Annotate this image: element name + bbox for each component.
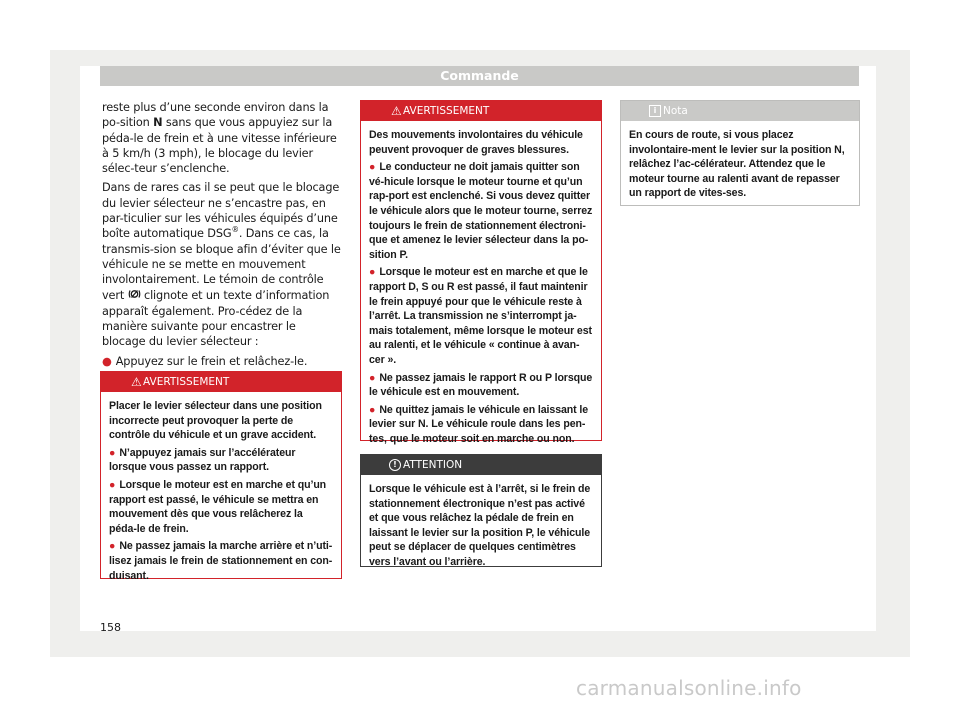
bullet-item (102, 354, 342, 369)
watermark: carmanualsonline.info (576, 676, 802, 700)
warning-box-1-item-text: N’appuyez jamais sur l’accélérateur lorsque vous passez un rapport. (109, 446, 296, 474)
paragraph-2-text-b: . Dans ce cas, la transmis-sion se bloque afin d’éviter que le véhicule ne se mette en mouvement involontairement. Le témoin de contrôle vert (102, 227, 341, 302)
warning-box-1-item (109, 446, 333, 475)
warning-box-2-title: AVERTISSEMENT (403, 105, 490, 117)
warning-box-2-item (369, 403, 593, 447)
warning-box-1-item-text: Lorsque le moteur est en marche et qu’un rapport est passé, le véhicule se mettra en mouvement dès que vous relâcherez la péda-le de frein. (109, 478, 327, 535)
note-box (620, 100, 860, 206)
warning-box-2 (360, 100, 602, 445)
paragraph-2-text-c: clignote et un texte d’information apparaît également. Pro-cédez de la manière suivante pour encastrer le blocage du levier sélecteur : (102, 288, 330, 349)
bullet-dot-icon: ● (369, 403, 376, 416)
note-box-header (621, 101, 859, 121)
bullet-dot-icon: ● (369, 266, 376, 279)
warning-box-1-intro: Placer le levier sélecteur dans une position incorrecte peut provoquer la perte de contrôle du véhicule et un grave accident. (109, 400, 322, 442)
bullet-dot-icon: ● (102, 354, 112, 368)
page-number: 158 (100, 621, 121, 634)
bullet-dot-icon: ● (109, 478, 116, 491)
attention-box (360, 454, 602, 567)
attention-box-header (361, 455, 601, 475)
warning-box-2-item (369, 160, 593, 262)
main-text-column (102, 100, 342, 373)
warning-box-1-title: AVERTISSEMENT (143, 376, 230, 388)
note-box-title: Nota (663, 105, 688, 117)
warning-box-2-item (369, 371, 593, 400)
note-box-text: En cours de route, si vous placez involontaire-ment le levier sur la position N, relâchez l’ac-célérateur. Attendez que le moteur tourne au ralenti avant de repasser un rapport de vites-ses. (629, 129, 845, 200)
bullet-dot-icon: ● (369, 371, 376, 384)
warning-box-2-item-text: Ne quittez jamais le véhicule en laissant le levier sur N. Le véhicule roule dans les pen-tes, que le moteur soit en marche ou non. (369, 403, 589, 445)
warning-triangle-icon: ⚠ (391, 104, 402, 118)
paragraph-2-text-a: Dans de rares cas il se peut que le blocage du levier sélecteur ne s’encastre pas, en par-ticulier sur les véhicules équipés d’une boîte automatique DSG (102, 181, 340, 241)
warning-box-1-header (101, 372, 341, 392)
section-header: Commande (100, 66, 859, 86)
green-warning-lamp-icon (128, 289, 141, 304)
bullet-item-text: Appuyez sur le frein et relâchez-le. (115, 354, 308, 368)
warning-box-2-item-text: Lorsque le moteur est en marche et que le rapport D, S ou R est passé, il faut maintenir le frein appuyé pour que le véhicule reste à l’arrêt. La transmission ne s’interrompt ja-mais totalement, même lorsque le moteur est au ralenti, et le véhicule « continue à avan-cer ». (369, 266, 592, 366)
position-n-label: N (153, 116, 163, 130)
warning-box-1-body (101, 392, 341, 594)
paragraph-2 (102, 180, 342, 349)
warning-box-2-header (361, 101, 601, 121)
warning-box-1-item (109, 539, 333, 583)
warning-box-1-item (109, 478, 333, 536)
info-icon: i (649, 105, 661, 117)
warning-box-2-item (369, 265, 593, 367)
warning-box-2-item-text: Ne passez jamais le rapport R ou P lorsque le véhicule est en mouvement. (369, 371, 593, 399)
bullet-dot-icon: ● (109, 446, 116, 459)
warning-box-2-intro: Des mouvements involontaires du véhicule peuvent provoquer de graves blessures. (369, 129, 583, 156)
paragraph-1 (102, 100, 342, 176)
exclamation-circle-icon: ! (389, 459, 401, 471)
paragraph-1-text-b: sans que vous appuyiez sur la péda-le de frein et à une vitesse inférieure à 5 km/h (3 mph), le blocage du levier sélec-teur s’enclenche. (102, 116, 337, 176)
registered-mark: ® (231, 225, 239, 235)
warning-box-1 (100, 371, 342, 582)
bullet-dot-icon: ● (369, 161, 376, 174)
warning-triangle-icon: ⚠ (131, 375, 142, 389)
warning-box-2-item-text: Le conducteur ne doit jamais quitter son vé-hicule lorsque le moteur tourne et qu’un rap-port est enclenché. Si vous devez quitter le véhicule alors que le moteur tourne, serrez toujours le frein de stationnement électroni-que et amenez le levier sélecteur dans la po-sition P. (369, 161, 593, 261)
attention-box-text: Lorsque le véhicule est à l’arrêt, si le frein de stationnement électronique n’est pas activé et que vous relâchez la pédale de frein en laissant le levier sur la position P, le véhicule peut se déplacer de quelques centimètres vers l’avant ou l’arrière. (369, 483, 591, 568)
warning-box-1-item-text: Ne passez jamais la marche arrière et n’uti-lisez jamais le frein de stationnement en con-duisant. (109, 540, 333, 582)
attention-box-title: ATTENTION (403, 459, 463, 471)
attention-box-body (361, 475, 601, 581)
note-box-body (621, 121, 859, 212)
warning-box-2-body (361, 121, 601, 457)
paragraph-1-text-a: reste plus d’une seconde environ dans la po-sition (102, 101, 329, 130)
bullet-dot-icon: ● (109, 540, 116, 553)
